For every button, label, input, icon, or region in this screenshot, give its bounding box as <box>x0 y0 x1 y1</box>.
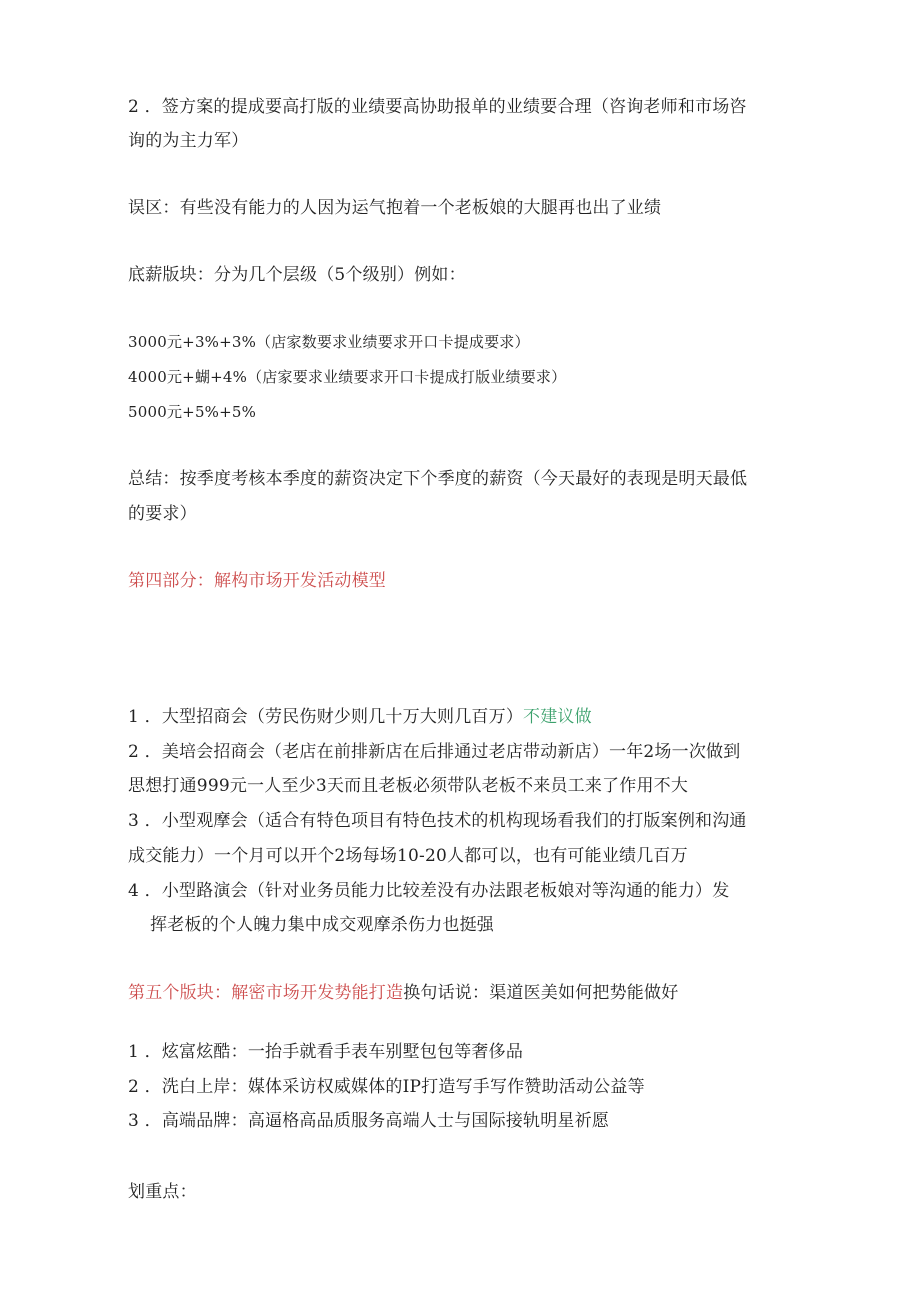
list-item-beauty-training: 2 ．美培会招商会（老店在前排新店在后排通过老店带动新店）一年2场一次做到 <box>128 742 741 762</box>
paragraph-base-salary: 底薪版块：分为几个层级（5个级别）例如： <box>128 265 466 285</box>
list-item-observation-meeting: 3 ．小型观摩会（适合有特色项目有特色技术的机构现场看我们的打版案例和沟通 <box>128 811 747 831</box>
list-item-beauty-training-cont: 思想打通999元一人至少3天而且老板必须带队老板不来员工来了作用不大 <box>128 776 689 796</box>
not-recommended-note: 不建议做 <box>523 707 592 727</box>
list-item-rebrand: 2 ．洗白上岸：媒体采访权威媒体的IP打造写手写作赞助活动公益等 <box>128 1077 645 1097</box>
list-item-large-investment <box>128 706 592 728</box>
paragraph-summary-line1: 总结：按季度考核本季度的薪资决定下个季度的薪资（今天最好的表现是明天最低 <box>128 469 748 489</box>
list-item-roadshow: 4 ．小型路演会（针对业务员能力比较差没有办法跟老板娘对等沟通的能力）发 <box>128 881 730 901</box>
paragraph-summary-line2: 的要求） <box>128 504 197 524</box>
list-item-observation-meeting-cont: 成交能力）一个月可以开个2场每场10-20人都可以，也有可能业绩几百万 <box>128 846 688 866</box>
list-item-show-wealth: 1 ．炫富炫酷：一抬手就看手表车别墅包包等奢侈品 <box>128 1042 524 1062</box>
section-heading-part5-title: 第五个版块：解密市场开发势能打造 <box>128 983 404 1003</box>
paragraph-commission-line1: 2 ．签方案的提成要高打版的业绩要高协助报单的业绩要合理（咨询老师和市场咨 <box>128 97 747 117</box>
paragraph-commission-line2: 询的为主力军） <box>128 131 249 151</box>
section-heading-part5-subtitle: 换句话说：渠道医美如何把势能做好 <box>403 983 679 1003</box>
section-heading-part4: 第四部分：解构市场开发活动模型 <box>128 571 386 591</box>
salary-level-5000: 5000元+5%+5% <box>128 403 257 421</box>
list-item-premium-brand: 3 ．高端品牌：高逼格高品质服务高端人士与国际接轨明星祈愿 <box>128 1111 610 1131</box>
paragraph-key-points: 划重点： <box>128 1182 197 1202</box>
salary-level-4000: 4000元+蝴+4%（店家要求业绩要求开口卡提成打版业绩要求） <box>128 368 567 386</box>
list-item-text: 1 ．大型招商会（劳民伤财少则几十万大则几百万） <box>128 707 524 727</box>
paragraph-misconception: 误区：有些没有能力的人因为运气抱着一个老板娘的大腿再也出了业绩 <box>128 198 662 218</box>
list-item-roadshow-cont: 挥老板的个人魄力集中成交观摩杀伤力也挺强 <box>150 915 494 935</box>
section-heading-part5 <box>128 982 678 1004</box>
salary-level-3000: 3000元+3%+3%（店家数要求业绩要求开口卡提成要求） <box>128 333 530 351</box>
